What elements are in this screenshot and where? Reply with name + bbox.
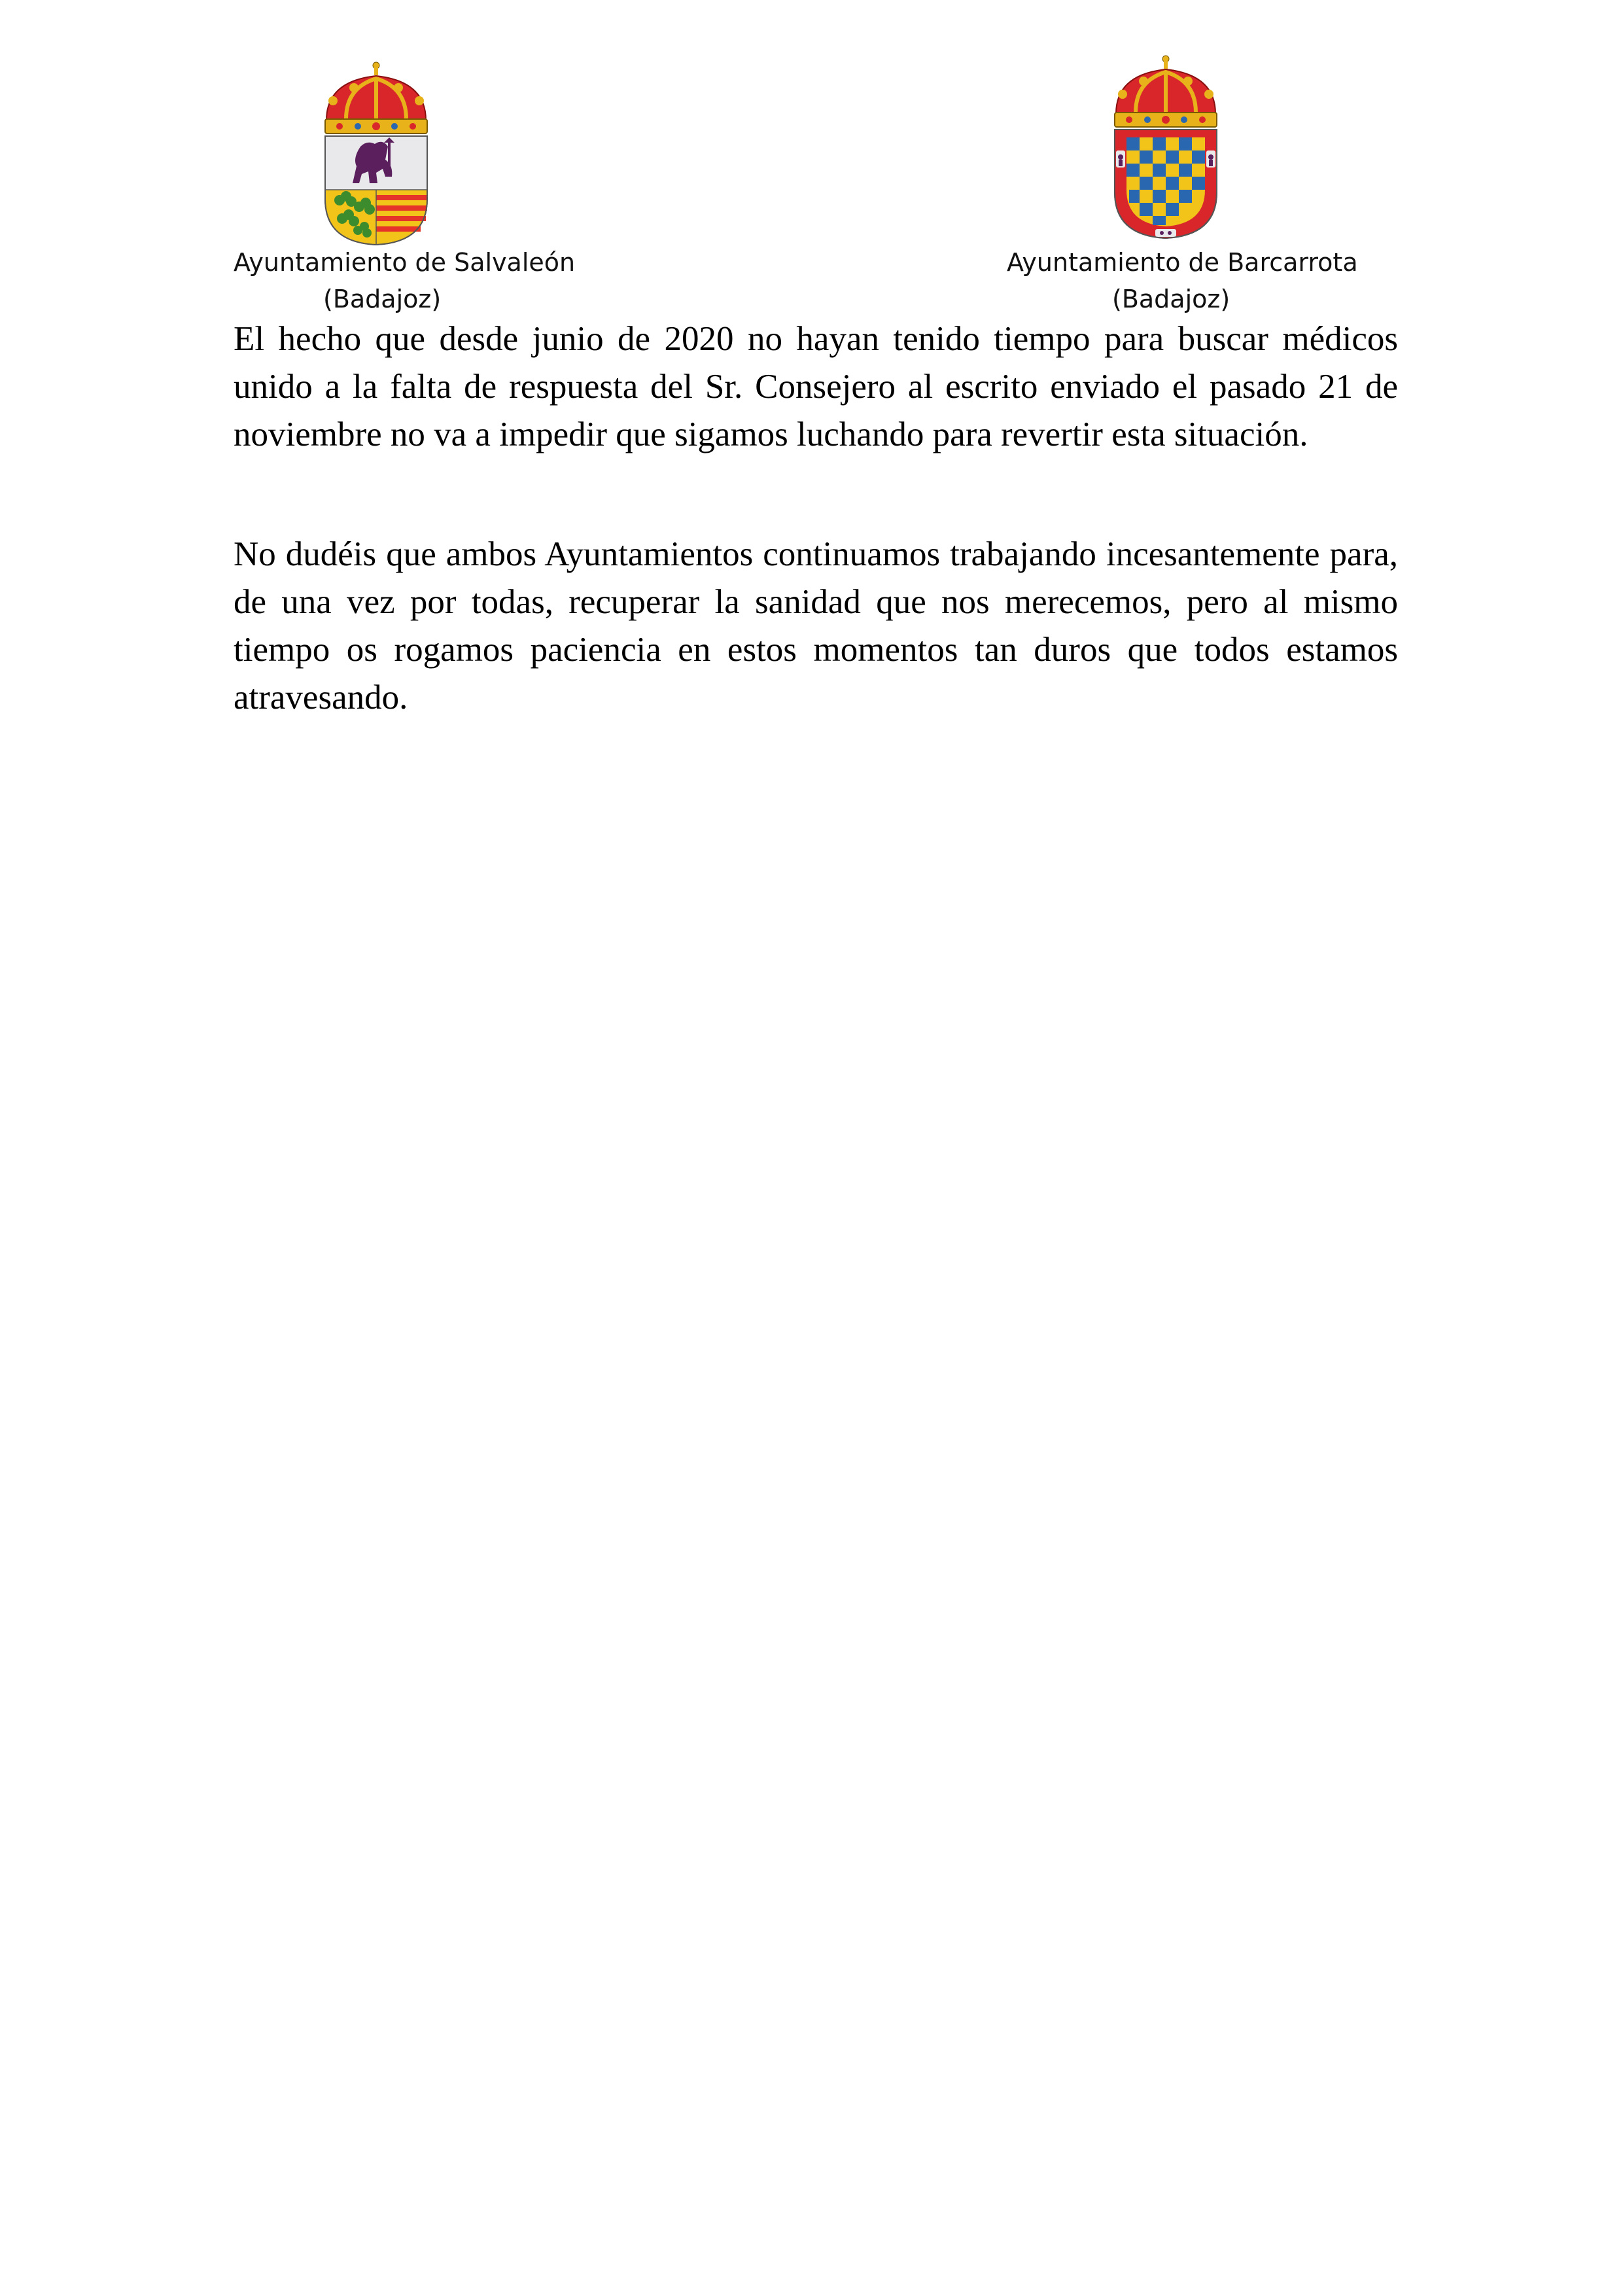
salvaleon-province: (Badajoz) — [323, 285, 442, 313]
crown-icon — [325, 62, 427, 133]
barcarrota-province: (Badajoz) — [1112, 285, 1230, 313]
salvaleon-coat-of-arms-icon — [320, 62, 432, 246]
shield-icon — [1115, 130, 1217, 238]
salvaleon-municipality-name: Ayuntamiento de Salvaleón — [234, 248, 576, 277]
body-paragraph: El hecho que desde junio de 2020 no hayan tenido tiempo para buscar médicos unido a la falta de respuesta del Sr. Consejero al escrito enviado el pasado 21 de noviembre no va a impedir que sigamos luchando para revertir esta situación. — [234, 320, 1398, 453]
crown-icon — [1115, 56, 1217, 127]
barcarrota-municipality-name: Ayuntamiento de Barcarrota — [1007, 248, 1358, 277]
shield-icon — [325, 136, 427, 245]
barcarrota-coat-of-arms-icon — [1109, 55, 1222, 239]
body-paragraph: No dudéis que ambos Ayuntamientos continuamos trabajando incesantemente para, de una vez por todas, recuperar la sanidad que nos merecemos, pero al mismo tiempo os rogamos paciencia en estos momentos tan duros que todos estamos atravesando. — [234, 535, 1398, 716]
